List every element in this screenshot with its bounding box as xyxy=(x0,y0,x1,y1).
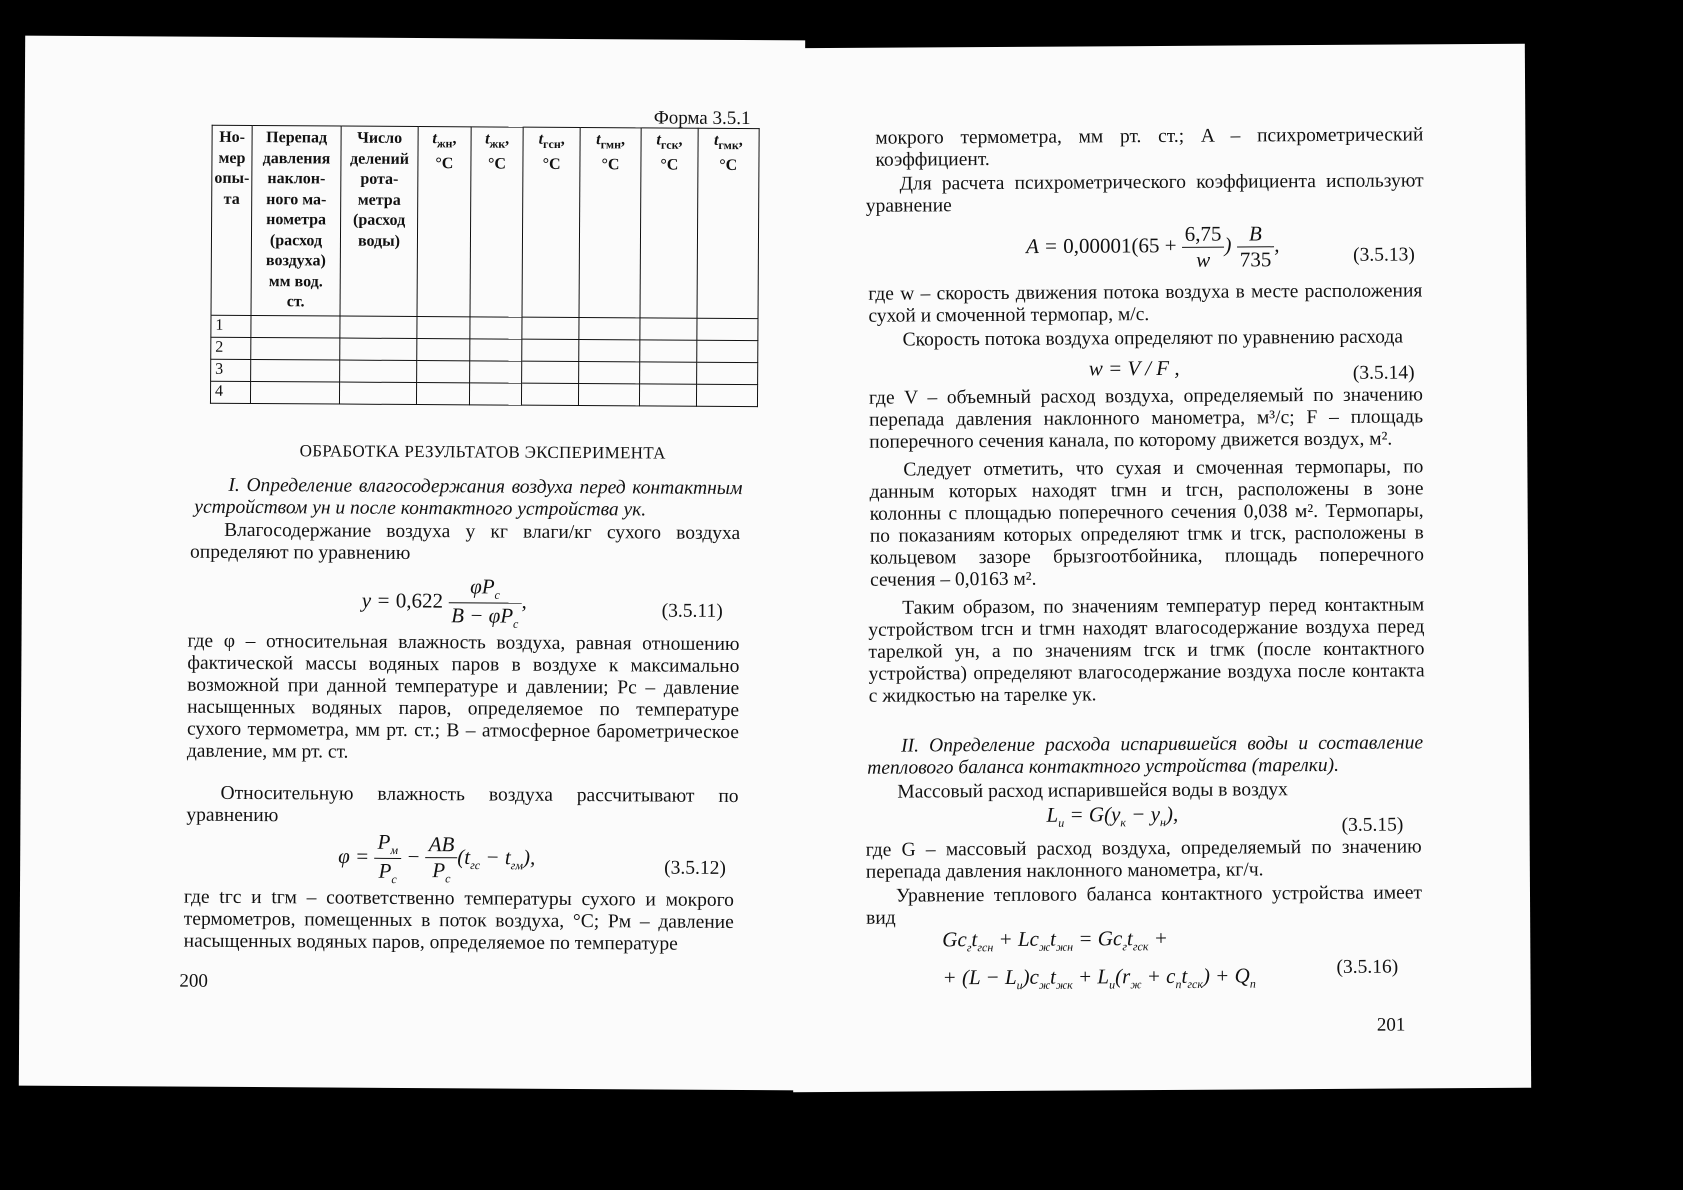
paragraph: Относительную влажность воздуха рассчитывают по уравнению xyxy=(186,782,739,827)
experiment-table xyxy=(210,125,760,407)
table-header-row xyxy=(211,125,759,318)
equation-3-5-14: w = V / F , xyxy=(1088,355,1180,381)
col-header-t-zhk: $t_{жк}$, °С xyxy=(470,127,524,317)
paragraph: где φ – относительная влажность воздуха, равная отношению фактической массы водяных паров в воздухе к максимально возможной при данной температуре и давлении; Pс – давление насыщенных водяных паров, определяемое по температуре сухого термометра, мм рт. ст.; B – атмосферное барометрическое давление, мм рт. ст. xyxy=(186,630,740,763)
paragraph: где G – массовый расход воздуха, определяемый по значению перепада давления наклонного манометра, кг/ч. xyxy=(865,836,1422,883)
col-header-run: Но- мер опы- та xyxy=(211,125,252,315)
section-title: ОБРАБОТКА РЕЗУЛЬТАТОВ ЭКСПЕРИМЕНТА xyxy=(299,441,666,463)
col-header-t-gmk: $t_{гмк}$, °С xyxy=(697,128,760,318)
row-number: 3 xyxy=(211,359,251,381)
equation-3-5-12: φ = $\frac{P_м}{P_с}$ − $\frac{AB}{P_с}$ $(t_{гс} - t_{гм})$, xyxy=(338,829,536,887)
equation-3-5-15: $L_и = G(y_к - y_н)$, xyxy=(1046,801,1179,830)
left-page xyxy=(19,36,805,1091)
paragraph: Влагосодержание воздуха y кг влаги/кг сухого воздуха определяют по уравнению xyxy=(189,519,741,564)
equation-3-5-13: A = 0,00001(65 + $\frac{6,75}{w}$ ) $\frac{B}{735}$ , xyxy=(1025,221,1280,272)
page-number: 201 xyxy=(1376,1014,1406,1036)
col-header-t-zhn: $t_{жн}$, °С xyxy=(417,127,471,317)
equation-number: (3.5.11) xyxy=(661,600,723,622)
col-header-t-gsk: $t_{гск}$, °С xyxy=(640,128,698,318)
equation-number: (3.5.15) xyxy=(1341,814,1404,836)
equation-number: (3.5.14) xyxy=(1352,362,1415,384)
col-header-pressure: Перепад давления наклон- ного ма- нометра (расход воздуха) мм вод. ст. xyxy=(251,126,341,316)
paragraph: Следует отметить, что сухая и смоченная термопары, по данным которых находят tгмн и tгсн, расположены в зоне колонны с площадью поперечного сечения 0,038 м². Термопары, по показаниям которых определяют tгмк и tгск, расположены в кольцевом зазоре брызгоотбойника, площадь поперечного сечения – 0,0163 м². xyxy=(869,456,1424,591)
equation-number: (3.5.13) xyxy=(1353,244,1415,266)
equation-3-5-16-line-1: $Gc_гt_{гсн} + Lc_жt_{жн} = Gc_гt_{гск}$ + xyxy=(942,925,1168,955)
subsection-1-heading: I. Определение влагосодержания воздуха перед контактным устройством yн и после контактного устройства yк. xyxy=(194,474,743,521)
col-header-t-gmn: $t_{гмн}$, °С xyxy=(579,128,641,318)
paragraph: мокрого термометра, мм рт. ст.; A – психрометрический коэффициент. xyxy=(875,124,1424,171)
paragraph: где tгс и tгм – соответственно температуры сухого и мокрого термометров, помещенных в поток воздуха, °С; Pм – давление насыщенных водяных паров, определяемое по температуре xyxy=(183,886,735,955)
col-header-t-gsn: $t_{гсн}$, °С xyxy=(522,127,580,317)
row-number: 4 xyxy=(210,381,250,403)
paragraph: Таким образом, по значениям температур перед контактным устройством tгсн и tгмн находят влагосодержание воздуха перед тарелкой yн, а по значениям tгск и tгмк (после контактного устройства) определяют влагосодержание воздуха после контакта с жидкостью на тарелке yк. xyxy=(868,594,1425,707)
equation-3-5-16-line-2: + $(L - L_и)c_жt_{жк} + L_и(r_ж + c_пt_{гск}) + Q_п$ xyxy=(942,963,1256,993)
col-header-rotameter: Число делений рота- метра (расход воды) xyxy=(340,126,418,316)
row-number: 2 xyxy=(211,337,251,359)
paragraph: Массовый расход испарившейся воды в воздух xyxy=(897,779,1288,803)
table-row xyxy=(210,381,757,406)
form-label: Форма 3.5.1 xyxy=(653,107,751,130)
subsection-2-heading: II. Определение расхода испарившейся воды и составление теплового баланса контактного устройства (тарелки). xyxy=(867,732,1424,779)
equation-number: (3.5.16) xyxy=(1336,956,1399,978)
right-page xyxy=(787,44,1531,1092)
row-number: 1 xyxy=(211,315,251,337)
paragraph: Скорость потока воздуха определяют по уравнению расхода xyxy=(902,326,1404,351)
paragraph: Уравнение теплового баланса контактного устройства имеет вид xyxy=(866,882,1423,929)
page-number: 200 xyxy=(179,970,209,992)
equation-3-5-11: y = 0,622 $\frac{\varphi P_с}{B - \varphi P_с}$ , xyxy=(361,574,527,632)
paragraph: где V – объемный расход воздуха, определяемый по значению перепада давления наклонного манометра, м³/с; F – площадь поперечного сечения канала, по которому движется воздух, м². xyxy=(868,384,1424,453)
equation-number: (3.5.12) xyxy=(664,857,726,879)
paragraph: Для расчета психрометрического коэффициента используют уравнение xyxy=(865,170,1424,217)
paragraph: где w – скорость движения потока воздуха в месте расположения сухой и смоченной термопар, м/с. xyxy=(868,280,1423,327)
